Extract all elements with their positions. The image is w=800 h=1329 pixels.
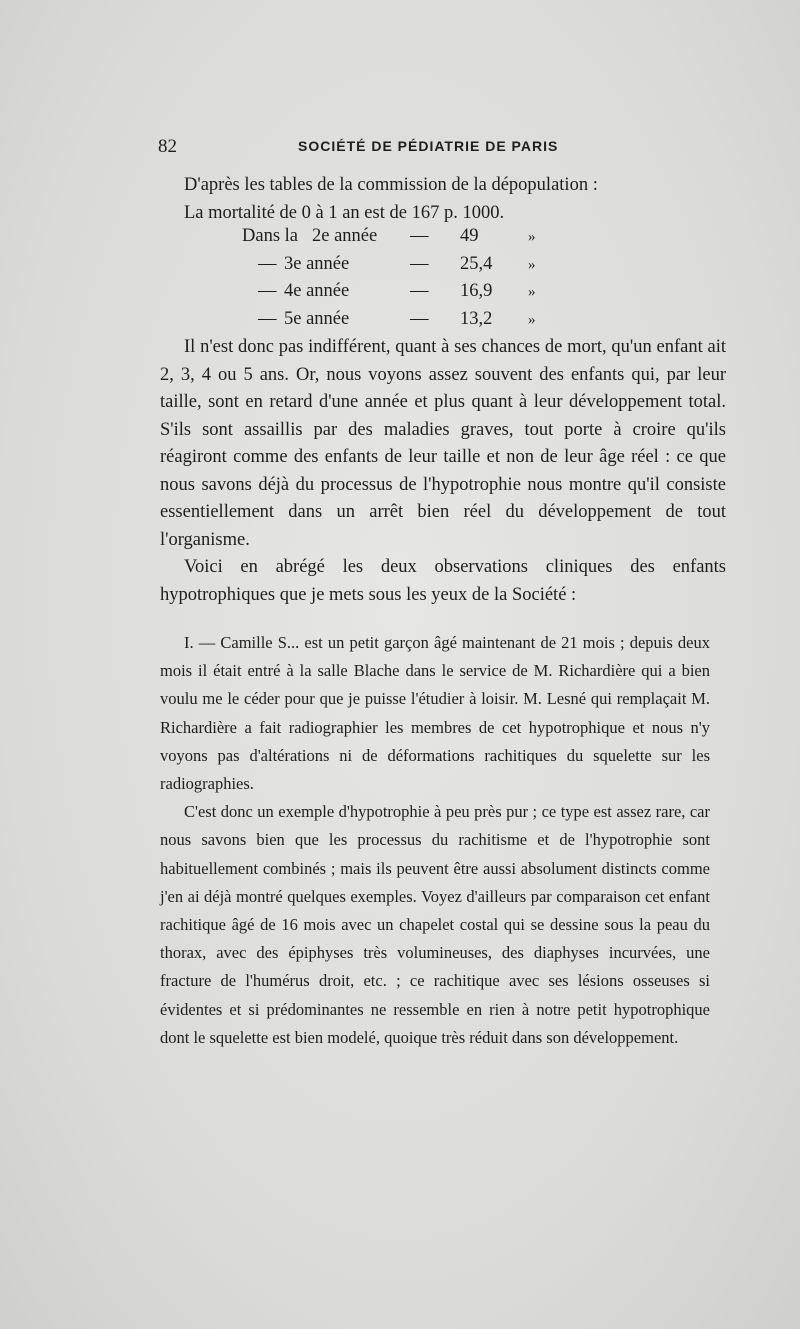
row-year: 4e année	[284, 281, 350, 301]
mortality-row	[160, 226, 680, 254]
row-value: 16,9	[460, 281, 493, 301]
row-ditto: »	[528, 311, 536, 328]
paragraph: Voici en abrégé les deux observations cliniques des enfants hypotrophiques que je mets sous les yeux de la Société :	[160, 557, 726, 605]
main-text	[160, 334, 726, 609]
row-ditto: »	[528, 229, 536, 245]
row-year: 3e année	[284, 253, 350, 274]
row-value: 49	[460, 226, 479, 246]
row-dash: —	[410, 226, 429, 246]
row-lead: Dans la	[242, 226, 298, 246]
journal-title: SOCIÉTÉ DE PÉDIATRIE DE PARIS	[298, 138, 559, 154]
mortality-row	[160, 281, 680, 309]
row-year: 5e année	[284, 308, 350, 329]
mortality-row	[160, 309, 680, 337]
row-ditto: »	[528, 256, 536, 273]
running-head	[158, 136, 568, 160]
page-number: 82	[158, 136, 177, 157]
intro-line-2: La mortalité de 0 à 1 an est de 167 p. 1000.	[184, 202, 505, 223]
row-lead: —	[258, 253, 277, 274]
row-year: 2e année	[312, 226, 378, 246]
mortality-row	[160, 254, 680, 282]
row-lead: —	[258, 308, 277, 329]
observation-paragraph: C'est donc un exemple d'hypotrophie à peu près pur ; ce type est assez rare, car nous savons bien que les processus du rachitisme et de l'hypotrophie sont habituellement combinés ; mais ils peuvent être aussi absolument distincts comme j'en ai déjà montré quelques exemples. Voyez d'ailleurs par comparaison cet enfant rachitique âgé de 16 mois avec un chapelet costal qui se dessine sous la peau du thorax, avec des épiphyses très volumineuses, des diaphyses incurvées, une fracture de l'humérus droit, etc. ; ce rachitique avec ses lésions osseuses si évidentes et si prédominantes ne ressemble en rien à notre petit hypotrophique dont le squelette est bien modelé, quoique très réduit dans son développement.	[160, 802, 710, 1047]
row-value: 13,2	[460, 308, 493, 329]
row-dash: —	[410, 308, 429, 329]
intro-line-1: D'après les tables de la commission de la dépopulation :	[184, 175, 598, 195]
paragraph: Il n'est donc pas indifférent, quant à ses chances de mort, qu'un enfant ait 2, 3, 4 ou 5 ans. Or, nous voyons assez souvent des enfants qui, par leur taille, sont en retard d'une année et plus quant à leur développement total. S'ils sont assaillis par des maladies graves, tout porte à croire qu'ils réagiront comme des enfants de leur taille et non de leur âge réel : ce que nous savons déjà du processus de l'hypotrophie nous montre qu'il consiste essentiellement dans un arrêt bien réel du développement de tout l'organisme.	[160, 337, 726, 550]
row-lead: —	[258, 281, 277, 301]
row-dash: —	[410, 253, 429, 274]
mortality-table	[160, 226, 680, 336]
row-ditto: »	[528, 284, 536, 300]
row-dash: —	[410, 281, 429, 301]
observation-paragraph: I. — Camille S... est un petit garçon âgé maintenant de 21 mois ; depuis deux mois il était entré à la salle Blache dans le service de M. Richardière qui a bien voulu me le céder pour que je puisse l'étudier à loisir. M. Lesné qui remplaçait M. Richardière a fait radiographier les membres de cet hypotrophique et nous n'y voyons pas d'altérations ni de déformations rachitiques du squelette sur les radiographies.	[160, 633, 710, 794]
observation-text	[160, 629, 710, 1052]
row-value: 25,4	[460, 253, 493, 274]
intro-block	[160, 172, 726, 227]
